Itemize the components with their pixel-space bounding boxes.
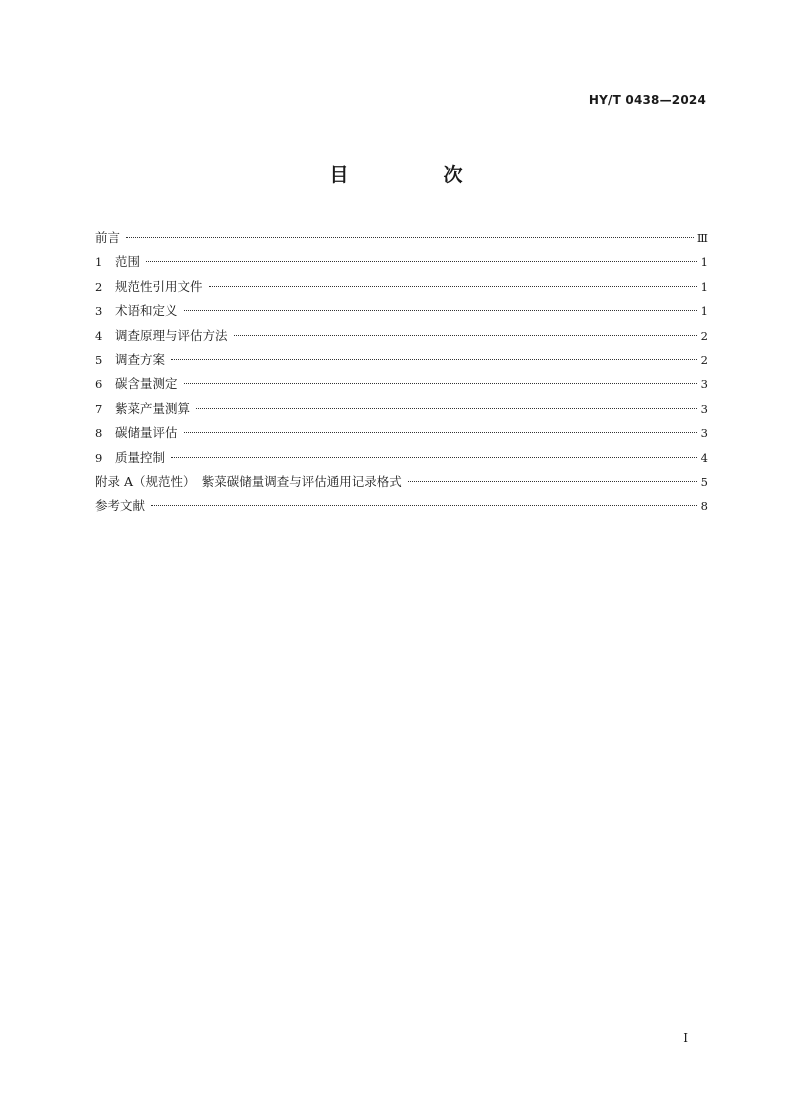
toc-entry-text: 碳含量测定 xyxy=(115,376,178,392)
toc-entry-number: 1 xyxy=(95,255,103,270)
toc-entry-3[interactable] xyxy=(95,299,708,323)
toc-entry-bibliography[interactable] xyxy=(95,494,708,518)
toc-entry-number: 7 xyxy=(95,401,103,416)
toc-leader-dots xyxy=(209,286,697,287)
toc-leader-dots xyxy=(184,383,697,384)
toc-entry-text: 术语和定义 xyxy=(115,303,178,319)
toc-entry-number: 4 xyxy=(95,328,103,343)
toc-entry-page: 2 xyxy=(700,352,708,367)
toc-entry-5[interactable] xyxy=(95,348,708,372)
toc-entry-1[interactable] xyxy=(95,250,708,274)
toc-entry-text: 参考文献 xyxy=(95,498,146,514)
toc-entry-text: 规范性引用文件 xyxy=(115,278,203,294)
toc-leader-dots xyxy=(126,237,694,238)
toc-entry-page: Ⅲ xyxy=(696,231,708,245)
toc-entry-page: 3 xyxy=(700,377,708,392)
toc-entry-number: 6 xyxy=(95,377,103,392)
toc-entry-number: 3 xyxy=(95,304,103,319)
page-number: I xyxy=(683,1031,688,1045)
toc-leader-dots xyxy=(184,310,697,311)
toc-entry-page: 8 xyxy=(700,499,708,514)
toc-entry-text: 碳储量评估 xyxy=(115,425,178,441)
toc-entry-number: 5 xyxy=(95,352,103,367)
toc-entry-page: 3 xyxy=(700,426,708,441)
toc-entry-4[interactable] xyxy=(95,324,708,348)
toc-entry-page: 5 xyxy=(700,474,708,489)
toc-entry-2[interactable] xyxy=(95,275,708,299)
toc-entry-number: 9 xyxy=(95,450,103,465)
standard-number: HY/T 0438—2024 xyxy=(588,93,706,107)
toc-leader-dots xyxy=(171,359,697,360)
toc-entry-text: 范围 xyxy=(115,254,141,270)
toc-entry-text: 紫菜产量测算 xyxy=(115,400,191,416)
toc-entry-foreword[interactable] xyxy=(95,226,708,250)
toc-entry-page: 3 xyxy=(700,401,708,416)
toc-leader-dots xyxy=(408,481,697,482)
toc-entry-7[interactable] xyxy=(95,397,708,421)
table-of-contents xyxy=(95,226,708,519)
toc-entry-text: 质量控制 xyxy=(115,449,166,465)
toc-entry-6[interactable] xyxy=(95,372,708,396)
toc-leader-dots xyxy=(234,335,697,336)
toc-entry-text: 调查方案 xyxy=(115,351,166,367)
toc-entry-page: 4 xyxy=(700,450,708,465)
toc-leader-dots xyxy=(196,408,697,409)
toc-entry-page: 1 xyxy=(700,304,708,319)
toc-leader-dots xyxy=(171,457,697,458)
toc-entry-number: 2 xyxy=(95,279,103,294)
toc-leader-dots xyxy=(151,505,697,506)
toc-leader-dots xyxy=(146,261,697,262)
toc-entry-9[interactable] xyxy=(95,446,708,470)
page-title: 目 次 xyxy=(329,164,501,186)
toc-entry-appendix-a[interactable] xyxy=(95,470,708,494)
toc-entry-page: 2 xyxy=(700,328,708,343)
toc-leader-dots xyxy=(184,432,697,433)
toc-entry-text: 调查原理与评估方法 xyxy=(115,327,228,343)
toc-entry-text: 附录 A（规范性） 紫菜碳储量调查与评估通用记录格式 xyxy=(95,473,402,489)
toc-entry-page: 1 xyxy=(700,255,708,270)
toc-entry-8[interactable] xyxy=(95,421,708,445)
toc-entry-page: 1 xyxy=(700,279,708,294)
toc-entry-number: 8 xyxy=(95,426,103,441)
toc-entry-text: 前言 xyxy=(95,230,121,245)
